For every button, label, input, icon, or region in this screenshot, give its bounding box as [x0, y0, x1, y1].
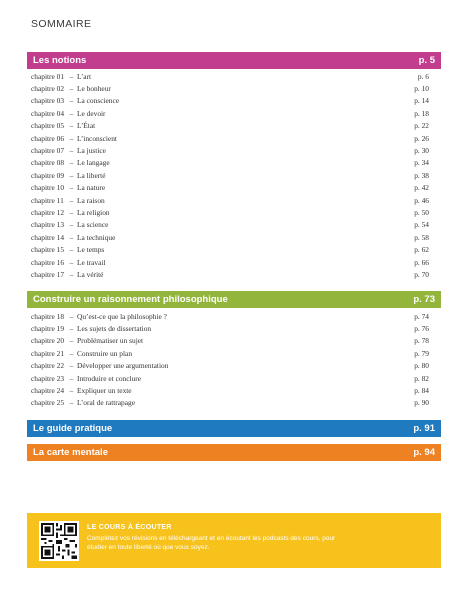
chapter-title: Introduire et conclure [77, 373, 142, 383]
chapter-number: chapitre 16 [31, 257, 65, 267]
chapter-separator: – [69, 336, 74, 346]
chapter-row[interactable] [31, 194, 429, 206]
chapter-title: Les sujets de dissertation [77, 324, 152, 334]
chapter-number: chapitre 21 [31, 348, 65, 358]
chapter-title: Problématiser un sujet [77, 336, 144, 346]
chapter-row[interactable] [31, 82, 429, 94]
chapter-page: p. 84 [414, 386, 429, 396]
chapter-number: chapitre 08 [31, 158, 65, 168]
chapter-page: p. 74 [414, 311, 429, 321]
chapter-separator: – [69, 84, 74, 94]
chapter-page: p. 76 [414, 324, 429, 334]
chapter-title: Le travail [77, 257, 106, 267]
chapter-number: chapitre 02 [31, 84, 65, 94]
section-title: Les notions [33, 55, 87, 66]
chapter-page: p. 18 [414, 108, 429, 118]
chapter-separator: – [69, 207, 74, 217]
chapter-number: chapitre 20 [31, 336, 65, 346]
chapter-separator: – [69, 232, 74, 242]
chapter-separator: – [69, 71, 74, 81]
chapter-number: chapitre 19 [31, 324, 65, 334]
podcast-callout [27, 513, 441, 568]
chapter-number: chapitre 12 [31, 207, 65, 217]
chapter-page: p. 54 [414, 220, 429, 230]
chapter-number: chapitre 25 [31, 398, 65, 408]
chapter-row[interactable] [31, 95, 429, 107]
chapter-separator: – [69, 269, 74, 279]
chapter-number: chapitre 04 [31, 108, 65, 118]
chapter-separator: – [69, 183, 74, 193]
chapter-row[interactable] [31, 132, 429, 144]
section-header-carte[interactable] [27, 444, 441, 461]
chapter-number: chapitre 07 [31, 146, 65, 156]
chapter-number: chapitre 18 [31, 311, 65, 321]
chapter-title: Développer une argumentation [77, 361, 169, 371]
chapter-separator: – [69, 158, 74, 168]
section-page: p. 73 [413, 294, 435, 305]
chapter-row[interactable] [31, 70, 429, 82]
chapter-page: p. 50 [414, 207, 429, 217]
chapter-title: Le langage [77, 158, 110, 168]
chapter-row[interactable] [31, 372, 429, 384]
chapter-list-raisonnement [31, 310, 429, 409]
section-page: p. 5 [418, 55, 435, 66]
chapter-row[interactable] [31, 322, 429, 334]
chapter-row[interactable] [31, 231, 429, 243]
chapter-separator: – [69, 245, 74, 255]
qr-code-icon[interactable] [39, 521, 79, 561]
chapter-title: La raison [77, 195, 105, 205]
chapter-separator: – [69, 361, 74, 371]
chapter-row[interactable] [31, 310, 429, 322]
chapter-row[interactable] [31, 360, 429, 372]
chapter-number: chapitre 10 [31, 183, 65, 193]
chapter-page: p. 66 [414, 257, 429, 267]
chapter-page: p. 46 [414, 195, 429, 205]
chapter-row[interactable] [31, 219, 429, 231]
section-header-notions[interactable] [27, 52, 441, 69]
chapter-title: Le bonheur [77, 84, 111, 94]
section-title: Construire un raisonnement philosophique [33, 294, 228, 305]
chapter-number: chapitre 13 [31, 220, 65, 230]
chapter-separator: – [69, 257, 74, 267]
chapter-title: Construire un plan [77, 348, 133, 358]
chapter-title: La technique [77, 232, 116, 242]
chapter-page: p. 82 [414, 373, 429, 383]
chapter-title: La vérité [77, 269, 104, 279]
chapter-number: chapitre 15 [31, 245, 65, 255]
chapter-page: p. 38 [414, 170, 429, 180]
chapter-separator: – [69, 324, 74, 334]
chapter-row[interactable] [31, 384, 429, 396]
section-title: Le guide pratique [33, 423, 113, 434]
chapter-row[interactable] [31, 335, 429, 347]
chapter-page: p. 14 [414, 96, 429, 106]
chapter-page: p. 58 [414, 232, 429, 242]
chapter-row[interactable] [31, 182, 429, 194]
chapter-separator: – [69, 373, 74, 383]
chapter-row[interactable] [31, 347, 429, 359]
chapter-separator: – [69, 398, 74, 408]
chapter-row[interactable] [31, 169, 429, 181]
chapter-title: Le temps [77, 245, 105, 255]
chapter-page: p. 42 [414, 183, 429, 193]
chapter-page: p. 26 [414, 133, 429, 143]
chapter-page: p. 62 [414, 245, 429, 255]
chapter-title: La liberté [77, 170, 106, 180]
chapter-row[interactable] [31, 397, 429, 409]
chapter-separator: – [69, 195, 74, 205]
section-header-guide[interactable] [27, 420, 441, 437]
chapter-title: La justice [77, 146, 106, 156]
chapter-page: p. 90 [414, 398, 429, 408]
chapter-separator: – [69, 386, 74, 396]
chapter-number: chapitre 03 [31, 96, 65, 106]
chapter-separator: – [69, 121, 74, 131]
chapter-page: p. 6 [417, 71, 429, 81]
chapter-number: chapitre 05 [31, 121, 65, 131]
chapter-separator: – [69, 311, 74, 321]
section-title: La carte mentale [33, 447, 108, 458]
chapter-separator: – [69, 220, 74, 230]
chapter-row[interactable] [31, 243, 429, 255]
chapter-title: La nature [77, 183, 106, 193]
chapter-title: Qu’est-ce que la philosophie ? [77, 311, 167, 321]
chapter-number: chapitre 17 [31, 269, 65, 279]
chapter-number: chapitre 14 [31, 232, 65, 242]
chapter-title: L’inconscient [77, 133, 117, 143]
chapter-title: L’art [77, 71, 92, 81]
chapter-separator: – [69, 108, 74, 118]
chapter-list-notions [31, 70, 429, 281]
section-header-raisonnement[interactable] [27, 291, 441, 308]
chapter-number: chapitre 22 [31, 361, 65, 371]
chapter-number: chapitre 01 [31, 71, 65, 81]
section-page: p. 91 [413, 423, 435, 434]
chapter-page: p. 70 [414, 269, 429, 279]
chapter-row[interactable] [31, 256, 429, 268]
chapter-title: La religion [77, 207, 110, 217]
chapter-title: La conscience [77, 96, 120, 106]
chapter-row[interactable] [31, 268, 429, 280]
chapter-row[interactable] [31, 157, 429, 169]
callout-heading: LE COURS À ÉCOUTER [87, 524, 172, 531]
chapter-title: L’oral de rattrapage [77, 398, 135, 408]
chapter-row[interactable] [31, 144, 429, 156]
callout-text: Complétez vos révisions en téléchargeant et en écoutant les podcasts des cours, pour étudier en toute liberté où que vous soyez. [87, 535, 336, 551]
chapter-separator: – [69, 146, 74, 156]
chapter-number: chapitre 06 [31, 133, 65, 143]
chapter-page: p. 22 [414, 121, 429, 131]
chapter-title: L’État [77, 121, 96, 131]
chapter-page: p. 30 [414, 146, 429, 156]
chapter-number: chapitre 24 [31, 386, 65, 396]
chapter-title: Expliquer un texte [77, 386, 132, 396]
chapter-row[interactable] [31, 206, 429, 218]
chapter-separator: – [69, 348, 74, 358]
chapter-row[interactable] [31, 120, 429, 132]
chapter-number: chapitre 09 [31, 170, 65, 180]
chapter-title: La science [77, 220, 109, 230]
chapter-number: chapitre 11 [31, 195, 64, 205]
chapter-page: p. 79 [414, 348, 429, 358]
chapter-number: chapitre 23 [31, 373, 65, 383]
section-page: p. 94 [413, 447, 435, 458]
chapter-row[interactable] [31, 107, 429, 119]
chapter-page: p. 78 [414, 336, 429, 346]
chapter-separator: – [69, 96, 74, 106]
chapter-page: p. 80 [414, 361, 429, 371]
chapter-page: p. 10 [414, 84, 429, 94]
chapter-page: p. 34 [414, 158, 429, 168]
chapter-separator: – [69, 170, 74, 180]
page-title: SOMMAIRE [31, 18, 92, 30]
chapter-separator: – [69, 133, 74, 143]
chapter-title: Le devoir [77, 108, 106, 118]
